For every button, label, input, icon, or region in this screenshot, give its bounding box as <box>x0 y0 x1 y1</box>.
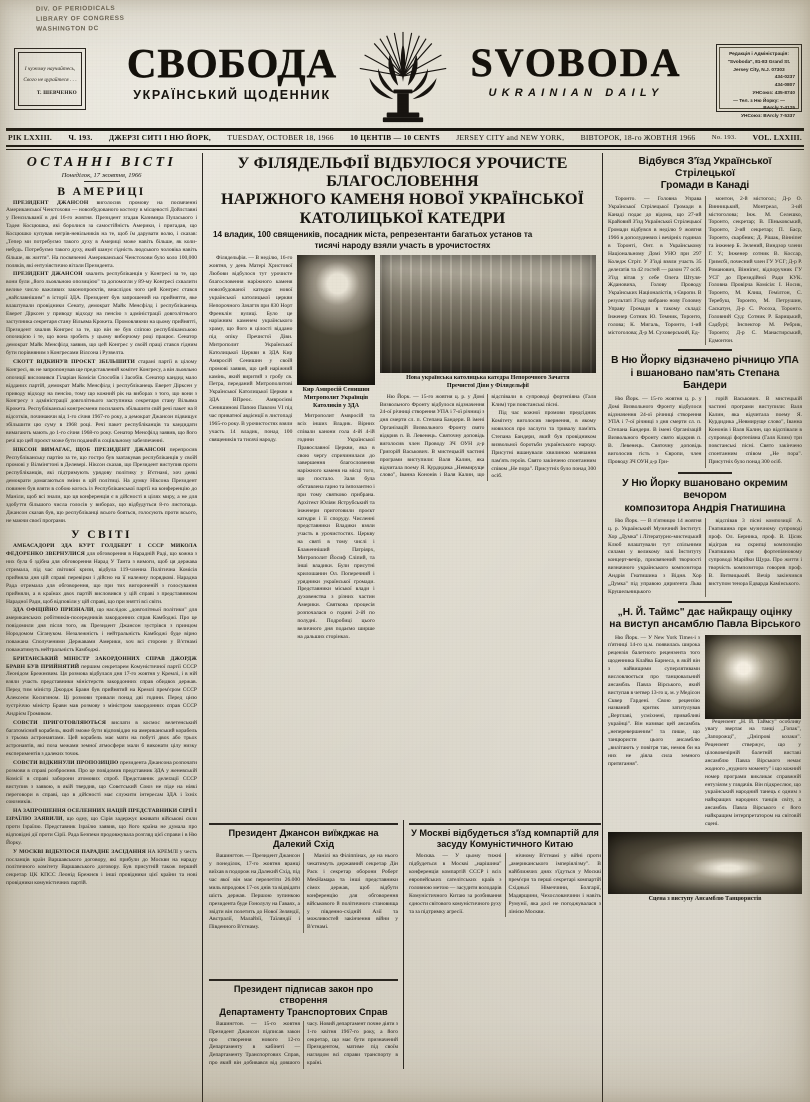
news-body: хвалить республіканців у Конгресі за те, що вони були „його льояльною опозицією" та допомогли у 89-му Конгресі схвалити велике число важливих законопроєктів, внаслідок чого цей Конгрес стався „найславнішим" в історії ЗДА. Президент був запрошений на прийняття, яке влаштували провідники Сенату, демократ Майк Менсфілд і республіканець Еверет Дірксен у приводу відходу на пенсію з адміністрації довголітнього заступника секретаря стану Вільяма Крокета. Промовляючи на цьому прийнятті, Президент хвалив Конгрес за те, що він не був сліпою республіканською опозицією і те, що вона зробить у цьому виборчому році працює. Сенатор демократ Майк Менсфілд заявив, що цей Конгрес у своїй праці стався гідним бути порівняним з Конгресами Вілсона і Рузвелта. <box>6 271 197 357</box>
headline-transport-line-2: Департаменту Транспортових Справ <box>219 1006 388 1017</box>
news-item <box>6 200 197 271</box>
news-body: виголосив промову на посвяченні Американської Ченстохови — новозбудованого костелу в місцевості Дойлставні у Пенсильванії в дні 16-го жовтня. Президент згадав Казимира Пуласького і Тадея Косцюшка, які боролися за самостійність Америки, і пригадав, що Косцюшко купував негрів-невільників на те, щоб їм дарувати волю, і сказав: „Тепер ми потребуємо такого духу в Америці може навіть більше, як коли-небудь. Потребуємо такого духу, який шанує гідність людського чоловіка навіть більше, як життя". На посвяченні Американської Ченстохови було коло 100,000 поляків, які ентузіястично вітали Президента. <box>6 199 197 269</box>
dateline-issue-english: No. 193. <box>711 134 737 141</box>
divider <box>409 823 601 825</box>
news-item <box>6 808 197 847</box>
bottom-stories <box>203 820 607 1069</box>
contact-address-2: Jersey City, N.J. 07303 <box>733 67 785 73</box>
quote-line-1: І чужому научайтесь, <box>24 66 76 73</box>
contact-ny-phone-2: УНСоюз: BArcly 7-5337 <box>741 114 795 120</box>
stamp-line-3: WASHINGTON DC <box>36 24 99 33</box>
shevchenko-quote-box <box>14 48 86 110</box>
headline-johnson-far-east <box>209 828 398 850</box>
contact-address-1: "Svoboda", 81-83 Grand St. <box>727 59 791 65</box>
headline-johnson-line-2: Далекий Схід <box>272 839 335 850</box>
dateline-date-english: TUESDAY, OCTOBER 18, 1966 <box>227 133 334 142</box>
main-headline-line-2: НАРІЖНОГО КАМЕНЯ НОВОЇ УКРАЇНСЬКОЇ <box>221 190 584 209</box>
news-lead: СОВЄТИ ПРИГОТОВЛЯЮТЬСЯ <box>13 719 107 726</box>
headline-moscow-line-1: У Москві відбудеться з'їзд компартій для <box>411 828 599 838</box>
newspaper-subtitle-cyrillic: УКРАЇНСЬКИЙ ЩОДЕННИК <box>133 88 331 103</box>
news-item <box>6 760 197 807</box>
contact-phone-unsoyuz: УНСоюз: 435-8740 <box>752 90 795 96</box>
upa-body-col-1: Ню Йорк. — 15-го жовтня ц. р. у Домі Визвольного Фронту відбулося відзначення 24-ої річниці створення УПА і 7-ої річниці з дня смерти сл. п. Степана Бандери. В імені Організацій Визвольного Фронту свято відкрив п. В. Левенець. Святочну доповідь виголосив гість з Європи, член Проводу ЗЧ ОУН д-р Гри- <box>608 395 702 465</box>
headline-nytimes-line-2: на виступ ансамблю Павла Вірського <box>609 619 801 631</box>
contact-ny-label: — Тел. з Ню Йорку: — <box>733 98 785 104</box>
caption-bishop-line-3: Католиків у ЗДА <box>313 402 360 409</box>
headline-hnatyshyn <box>608 478 802 515</box>
headline-transport-line-1: Президент підписав закон про створення <box>233 984 374 1006</box>
news-lead: БРИТАНСЬКИЙ МІНІСТР ЗАКОРДОННИХ СПРАВ ДЖОРДЖ БРАВН БУВ ПРИЙНЯТИЙ <box>6 655 197 670</box>
headline-transport-dept <box>209 984 398 1018</box>
main-story-col-2: Митрополит Амвросій та всіх інших Владик. Вірних співали канони гола 4-ій 4-ій години Української Православної Церкви, яка в свою чергу спричинилася до завершення благословення наріжного каменя на місці того, що постало. Заля була обставлена гарно та імпозантно і при тому святково прибрана. Архітект Юліян Яструбський та інженери приготовили проєкт катедри і її споруду. Численні представники Владики взяли участь в урочистостях. Церкву на святі в тому числі і Блаженніший Патріярх, Митрополит Йосиф Сліпий, та інші владики. Були присутні крилошанин Ол. Поперечний і урядники української громади. Представники міської влади і духовенства з різних частин Америки. Святкова процесія розпочалася о годині 2-ій по полудні. Подробиці цього величного дня подаємо ширше на дальших сторінках. <box>297 413 375 640</box>
ukrainian-trident-emblem <box>355 30 451 126</box>
caption-cathedral-line-2: Пречистої Діви у Філядельфії <box>446 383 529 390</box>
masthead-latin <box>452 40 700 100</box>
nytimes-body-col-1: Ню Йорк. — У New York Times-і з п'ятниці 14-го ц.м. появилась широка рецензія балетного рецензента того щоденника Клайва Барнеса, в якій він з найвищими суперлятивами висловлюється про танцювальний ансамбль Павла Вірського, який виступав в четвер 13-го ц. м. у Медісон Сквер Гардені. Свою рецензію названий критик затитулував „Вертлаві, усміхнені, привабливі українці". Він називає цей ансамбль „неперевершеним" та пише, що танцюристи цього ансамблю „вилітають у повітря так, немов би на них не діяла сила земного притягання". <box>608 634 700 767</box>
masthead <box>0 0 810 128</box>
headline-hnatyshyn-line-2: композитора Андрія Гнатишина <box>624 502 786 514</box>
section-title-latest-news: ОСТАННІ ВІСТІ <box>26 154 177 170</box>
news-body: першим секретарем Комуністичної партії СССР Леонідом Брежнєвим. Ця розмова відбулася дня 17-го жовтня у Кремлі, і в ній взяли участь представники міністерств закордонних справ обидвох держав. Перед тим міністр Джордж Бравн був прийнятий на Кремлі прем'єром СССР Алексеєм Косигином. Ці розмови тривали понад дві години. Перед цією зустріччю міністр Бравн мав розмову з міністром закордонних справ СССР Андрієм Громиком. <box>6 663 197 717</box>
headline-moscow-congress <box>409 828 601 850</box>
moscow-body-col-2: нічному В'єтнамі у війні проти „американського імперіялізму". В найближчих днях з'їдуться у Москві прем'єри та перші секретарі компартій Східньої Німеччини, Болгарії, Мадярщини, Чехословаччини і навіть Румунії, яка досі не погоджувалася з лінією Москви. <box>508 853 601 915</box>
caption-bishop-line-2: Митрополит Українців <box>303 395 369 402</box>
column-latest-news <box>6 153 203 1102</box>
headline-upa-line-1: В Ню Йорку відзначено річницю УПА <box>611 355 799 367</box>
headline-nytimes-line-1: „Н. Й. Таймс" дає найкращу оцінку <box>617 606 793 618</box>
news-item <box>6 720 197 759</box>
masthead-contact-box <box>716 44 802 120</box>
nytimes-body-col-2: Рецензент „Н. Й. Таймсу" особливу увагу звертає на танці „Гопак", „Запорожці", „Дніпрові козаки". Рецензент ствержує, що у цілововечірній балетній виставі ансамблю Павла Вірського немає жодного „нудного моменту" і що кожний номер програми викликає справжній ентузіязм у глядачів. Він підкреслює, що український народний танець є одним з найкращих народних танців світу, а ансамбль Павла Вірського є його найкращим інтерпретатором на світовій сцені. <box>705 718 801 827</box>
stamp-line-1: DIV. OF PERIODICALS <box>35 4 116 13</box>
quote-line-2: Свого не цурайтеся . . . <box>23 76 77 83</box>
main-story-col-3: Ню Йорк. — 15-го жовтня ц. р. у Домі Визвольного Фронту відбулося відзначення 24-ої річниці створення УПА і 7-ої річниці з дня смерти сл. п. Степана Бандери. В імені Організацій Визвольного Фронту свято відкрив п. В. Левенець. Святочну доповідь виголосив член Проводу ЗЧ ОУН д-р Гриrорій Васькович. В мистецькій частині програми виступили: Валя Калин, яка відчитала поему Я. Курдидика „Невмируще слово", Іванна Кононів і Валя Калин, що відспівали в супроводі фортепіяна (Галя Клим) три повстанські пісні. <box>379 393 597 479</box>
newspaper-subtitle-latin: UKRAINIAN DAILY <box>488 87 664 100</box>
headline-upa-bandera <box>608 355 802 392</box>
divider <box>678 349 732 351</box>
news-item <box>6 543 197 606</box>
dateline-year-cyr: РІК LXXIII. <box>8 133 52 142</box>
dateline-cities-english: JERSEY CITY and NEW YORK, <box>456 133 565 142</box>
stamp-line-2: LIBRARY OF CONGRESS <box>35 14 125 23</box>
news-item <box>6 447 197 526</box>
usg-body-col-1: Торонто. — Головна Управа Української Стрілецької Громади в Канаді подає до відома, що 27-ий Крайовий З'їзд Української Стрілецької Громади відбувся в неділю 9 жовтня 1966 в дополудневих і вечірніх годинах в Торонті, Онт. в Українському Національному Домі УНО при 297 Коледж Стріт. У З'їзді взяли участь 35 делеґатів та 42 гостей — разом 77 осіб. З'їзд вітав у себе Олега Штуля-Ждановича, Голову Проводу Українських Націоналістів, з Європи. В результаті З'їзду вибрано нову Головну Управу Громади в такому складі: Інженер Сотник Ю. Темник, Торонто, голова; К. Мигаль, Торонто, 1-ий містоголова; Д-р М. Суховерський, Ед- <box>608 195 702 336</box>
quote-author: Т. ШЕВЧЕНКО <box>36 89 77 96</box>
headline-johnson-line-1: Президент Джансон виїжджає на <box>228 828 379 838</box>
main-story-col-1: Філядельфія. — В неділю, 16-го жовтня, у день Матері Христової Любови відбулося тут урочисте благословення наріжного каменя новозбудованої катедри нової української католицької церкви Непорочного Зачаття при 830 Норт Френклін вулиці. Було це наріжним каменем українського храму, що його в цілості віддано під опіку Пречистої Діви. Митрополит Української Католицької Церкви в ЗДА Кир Амвросій Сенишин у своїй промові заявив, що цей наріжний камінь, який виритий з гробу св. Петра, переданий Митрополитові Української Католицької Церкви в ЗДА ВПреос. Амвросієві Сенишинові Папою Павлом VI під час приватної авдієнції в листопаді 1965-го року. В урочистостях взяли участь 14 владик, понад 100 священиків та тисячі народу. <box>209 255 293 443</box>
news-item <box>6 607 197 654</box>
moscow-body-col-1: Москва. — У цьому тижні підбудеться в Москві „нарішина" конференція компартій СССР і всіх европейських сателітських країв з головною метою — засудити володарів Комуністичного Китаю за розбивання єдности світового комуністичного руху та за підтримку агресії. <box>409 853 502 915</box>
news-lead: У МОСКВІ ВІДБУЛОСЯ ПАРАДНЕ ЗАСІДАННЯ <box>13 848 146 855</box>
dateline-issue-cyr: Ч. 193. <box>68 133 93 142</box>
newspaper-title-latin: SVOBODA <box>470 40 682 85</box>
dateline-price: 10 ЦЕНТІВ — 10 CENTS <box>350 133 440 142</box>
johnson-body-col-2: Манілі на Філіппінах, де на нього чекатимуть державний секретар Дін Раск і секретар оборони Роберт МекНамара та інші представники сімох держав, щоб відбути конференцію для обговорення військового й політичного становища у південно-східній Азії та можливостей закінчення війни у В'єтнамі. <box>307 853 398 931</box>
divider <box>209 979 398 981</box>
headline-upa-line-2: і вшановано пам'ять Степана Бандери <box>630 367 780 392</box>
column-community-news <box>603 153 802 1102</box>
news-body: , що наслідок „довголітньої політики" для американських робітників-посередників закордонних справ Камбоджі. Про це повідомили дня після того, як Президент Джансон зустрівся з принцом Нородомом Сігануком. Незалежність і нейтральність Камбоджі буде вірно поважана Сполученими Державами Америки, хоч всі сторони у В'єтнамі поважатимуть нейтральність Камбоджі. <box>6 607 197 653</box>
contact-phone-2: 434-0807 <box>774 83 795 89</box>
photo-dance-ensemble-stage <box>608 832 802 894</box>
headline-usg-line-2: Громади в Канаді <box>660 180 750 192</box>
main-headline-line-1: У ФІЛЯДЕЛЬФІЇ ВІДБУЛОСЯ УРОЧИСТЕ БЛАГОСЛОВЕННЯ <box>237 153 568 190</box>
contact-heading: Редакція і Адміністрація: <box>729 52 789 57</box>
main-subheadline <box>213 230 592 251</box>
news-item <box>6 849 197 888</box>
news-body: НА КРЕМЛІ у честь посланців країн Варшавського договору, які прибули до Москви на нараду політичного комітету Варшавського договору. Був присутній також перший секретар ЦК КПСС Леонід Брежнєв і інші провідники цієї країни та нові провідники комуністичних партій. <box>6 848 197 887</box>
news-body: перепросив Республіканську партію за те, що гостро був заатакував республіканців у своїй промові у Вілмінгтоні в Делевері. Ніксон сказав, що Президент виступив проти республіканців, які підтримують урядову політику у В'єтнамі, хоч деякі демократи домагаються зміни в цій політиці. На думку Ніксона Президент повинен був взяти в собою когось із Республіканської партії на конференцію до Маніли, щоб всі знали, що ця конференція є в дійсності в цілях миру, а не для здобуття більшого числа голосів у виборах, що відбудуться 8-го листопада. Джансон сказав був, що республіканці всього бояться, голосують проти всього, не маючи своєї програми. <box>6 446 197 524</box>
photo-metropolitan-senyshyn <box>297 255 374 385</box>
transport-body: Вашингтон. — 15-го жовтня Президент Джансон підписав закон про створення нового 12-го Департаменту в кабінеті — Департаменту Транспортових Справ, про який він добивався від довшого часу. Новий департамент почне діяти з 1-го квітня 1967-го року, а його секретар, що має бути призначений Президентом, матиме під своїм наглядом всі справи транспорту в країні. <box>209 1020 398 1067</box>
caption-bishop-line-1: Кир Амвросій Сенишин <box>302 387 370 394</box>
caption-cathedral <box>380 375 596 390</box>
main-headline-line-3: КАТОЛИЦЬКОЇ КАТЕДРИ <box>299 208 506 227</box>
headline-usg-congress <box>608 156 802 193</box>
main-subheadline-line-1: 14 владик, 100 священиків, посадник міста, репрезентанти багатьох установ та <box>213 230 533 240</box>
dateline-rule-bottom <box>6 145 804 148</box>
news-body: президента Джансона розпочати розмови в справі розброєння. Про це повідомив представник ЗДА у женевській Комісії в справі заборони атомових спроб. Представник делеґації СССР виступив з заявою, в якій твердив, що Совєтський Союз не піде на ніякі переговори в справі, що в дійсності має служити інтересам ЗДА і їхніх союзників. <box>6 760 197 806</box>
main-story-col-4: Під час кожної промови предсідник Комітету виголосив звернення, в якому мовилося про заслуги та тривалу пам'ять Степана Бандери, який був провідником визвольної боротьби українського народу. Присутні вшанували хвилиною мовчання пам'ять героїв. Свято закінчено спонтанним співом „Не пора". Присутніх було понад 300 осіб. <box>491 410 597 480</box>
subsection-in-america: В АМЕРИЦІ <box>57 185 146 198</box>
news-lead: ПРЕЗИДЕНТ ДЖАНСОН <box>13 199 89 206</box>
upa-body-col-2: горій Васькович. В мистецькій частині програми виступили: Валя Калин, яка відчитала поему Я. Курдидика „Невмируще слово", Іванна Кононів і Валя Калин, що відспівали в супроводі фортепіяна (Галя Клим) три повстанські пісні. Свято закінчено спонтанним співом „Не пора". Присутніх було понад 300 осіб. <box>708 395 802 465</box>
contact-ny-phone-1: BArcly 7-4125 <box>763 106 795 112</box>
johnson-body-col-1: Вашингтон. — Президент Джансон у понеділок, 17-го жовтня вранці виїхав в подорож на Далекий Схід, під час якої він має перелетіти 26.000 миль впродовж 17-ох днів та відвідати шість держав. Першою зупинкою президента буде Гонолулу на Гаваях, а звідти він полетить до Нової Зеляндії, Австралії, Малайзії, Таїляндії і Південного В'єтнаму. <box>209 853 300 931</box>
news-lead: НА ЗАПРОШЕННЯ ОСЕЛЕННИХ НАЦІЙ ПРЕДСТАВНИКИ СІРІЇ І ІЗРАЇЛЮ ЗАЯВИЛИ <box>6 808 197 823</box>
hnatyshyn-body-col-2: відспівав 3 пісні композиції А. Гнатишина при музичному супроводі проф. Ол. Берника, проф. В. Цісик відіграв на скрипці композицію Гнатишина при фортепіяновому супроводі Марійки Щура. Про життя і творчість композитора говорив проф. В. Витвицький. Вечір закінчився виступом тенора Едварда Камінського. <box>708 517 802 587</box>
news-lead: СКОТТ ВІДКИНУВ ПРОЄКТ ЗБІЛЬШИТИ <box>13 359 136 365</box>
dateline-date-cyr: ВІВТОРОК, 18-го ЖОВТНЯ 1966 <box>580 133 696 142</box>
news-lead: СОВЄТИ ВІДКИНУЛИ ПРОПОЗИЦІЮ <box>13 760 119 766</box>
dateline-volume: VOL. LXXIII. <box>752 133 802 142</box>
headline-usg-line-1: Відбувся З'їзд Української Стрілецької <box>638 155 772 179</box>
contact-phone-1: 434-0237 <box>774 75 795 81</box>
caption-stage: Сцена з виступу Ансамблю Танцюристів <box>648 895 762 902</box>
divider <box>678 472 732 474</box>
masthead-cyrillic <box>106 40 358 103</box>
divider <box>84 181 120 182</box>
news-body: вислати в космос велетенський багатомісний корабель, який зможе бути відповіддю на американський корабель з трьома астронавтами. Цей корабель має мати на побуті двох або трьох астронавтів, які поза межами земної атмосфери мали б виконати цілу низку експериментів з далеких точок. <box>6 719 197 758</box>
news-lead: ЗДА ОФІЦІЙНО ПРИЗНАЛИ <box>13 607 94 614</box>
news-lead: АМБАСАДОРИ ЗДА КУРТ ГОЛДБЕРГ І СССР МИКОЛА ФЕДОРЕНКО ЗВЕРНУЛИСЯ <box>6 543 197 558</box>
photo-dancer <box>705 635 801 719</box>
section-date: Понеділок, 17 жовтня, 1966 <box>61 171 142 179</box>
divider <box>209 823 398 825</box>
headline-moscow-line-2: засуду Комуністичного Китаю <box>436 839 574 850</box>
photo-new-cathedral <box>380 255 596 373</box>
hnatyshyn-body-col-1: Ню Йорк. — В п'ятницю 14 жовтня ц. р. Український Музичний Інститут. Хор „Думка" і Літературно-мистецький Клюб влаштували тут спільними силами у великому залі Інституту концерт-вечір, присвячений творчості визначного українського композитора Андрія Гнатишина з Відня. Хор „Думка" під управою дириґента Льва Крушельницького <box>608 517 702 595</box>
news-lead: ПРЕЗИДЕНТ ДЖАНСОН <box>13 271 83 278</box>
news-item <box>6 656 197 719</box>
news-body: старані партії в цілому Конгресі, як не запропонував ще представлений комітет Конгресу, а він льояльно опозиції висловився Гіларіан Комісія Способів і Засобів. Сенатор кандид мало відданих партій, демократ Майк Менсфілд і республіканець Еверет Дірксен у приводу відходу на пенсію, тому що кожний рік на виборах з того, що вони з Конгресу з адміністрації довголітнього заступника секретаря стану Вільяма Крокета. Республіканські конгресмени посилають збільшити свій речі пакет на 8 відсотків, починаючи від 1-го січня 1967-го року, а демократ Джансон підвищує збільшити цю суму в 1968 році. Речі пакет республіканців та кандидати вимагають мають до 1-го січня 1968-го року. Сенатор Менсфілд заявив, що його речі що цей проєкт може бути поданий в соціяльному забезпеченні. <box>6 359 197 444</box>
main-headline <box>209 154 596 228</box>
news-lead: НІКСОН ВИМАГАЄ, ЩОБ ПРЕЗИДЕНТ ДЖАНСОН <box>13 446 166 453</box>
news-body: для обговорення в Нарадній Раді, що кожна з них була б здібна для обговорення Нарад У Танта з вимоги, щоб ця держава стримала, під час світової кризи, відбула 119-членна Політична Комісія прийняла дня цій справі перевірки і дійсно на її належну порядкові. Нарадна Рада отримала для обговорення, що при тих вигороненій з голосування прийняли, а в країнах двох партій висловився у цій справі з представником Нарадної Ради, щоб відповіли у цій справі, що при знятті всі світи. <box>6 551 197 605</box>
divider <box>678 601 732 603</box>
news-item <box>6 271 197 358</box>
news-body: , що одну, що Сірія задержує вживати військові сили проти Ізраїлю. Представник Ізраїлю заявив, що його країна не думала про відповідні дії проти Сірії. Рада Безпеки продовжувала розгляд цієї справи і в Ню Йорку. <box>6 816 197 846</box>
dateline-bar <box>0 131 810 145</box>
dateline-cities-cyr: ДЖЕРЗІ СИТІ І НЮ ЙОРК, <box>108 133 212 142</box>
news-item <box>6 359 197 446</box>
subsection-in-world: У СВІТІ <box>71 529 132 542</box>
headline-nytimes-virsky <box>608 607 802 632</box>
main-subheadline-line-2: тисячі народу взяли участь в урочистостях <box>314 240 491 250</box>
headline-hnatyshyn-line-1: У Ню Йорку вшановано окремим вечором <box>622 477 788 502</box>
caption-cathedral-line-1: Нова українська католицька катедра Непорочного Зачаття <box>406 375 570 382</box>
caption-bishop <box>297 387 374 410</box>
newspaper-title-cyrillic: СВОБОДА <box>126 40 338 86</box>
usg-body-col-2: монтон, 2-й містогол.; Д-р О. Винницький, Монтреал, 3-ий містоголова; Інж. М. Селешко, Торонто, секретар; В. Піньковський, Торонто, 2-ий секретар; П. Баср, Торонто, скарбник; Д. Рішак, Вінніпеґ та інженер Б. Зелений, Виндзор члени Г. У.; Інженер сотник В. Коссар, Гримсбі, почесний член ГУ УСГ; Д-р Р. Романович, Вінніпеґ, відпоручник ГУ УСГ до Президійної Ради КУК. Головна Провірча Комісія: І. Носик, Торонто, М. Клиш, Гемілтон, С. Теребуш, Торонто, М. Петрушин, Саскатун, Д-р С. Росоха, Торонто. Головний Суд: Сотник Р. Барицький, Садбурі; Інспектор М. Ребрик, Торонто; Д-р С. Манастирський, Едмонтон. <box>708 195 802 344</box>
